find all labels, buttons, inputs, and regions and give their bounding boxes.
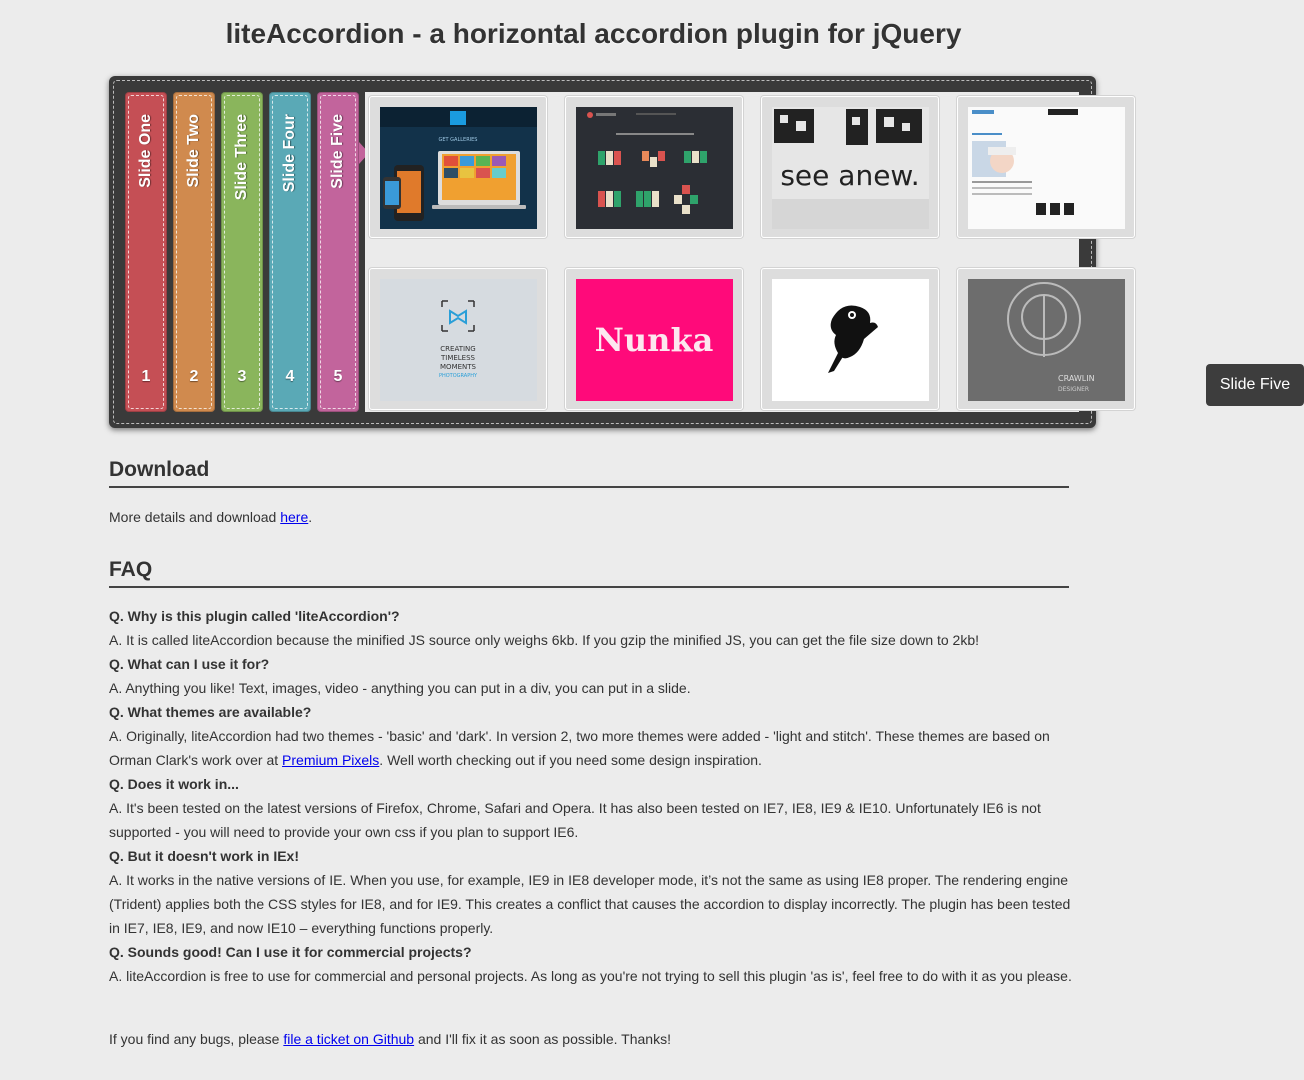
download-text xyxy=(109,505,1074,529)
website-illustration-icon xyxy=(968,107,1125,229)
faq-question: Q. What can I use it for? xyxy=(109,656,270,672)
thumbnail-4[interactable] xyxy=(957,96,1135,238)
slide-tab-number: 1 xyxy=(141,368,151,385)
download-link[interactable]: here xyxy=(280,509,309,525)
slide-tab-number: 2 xyxy=(189,368,199,385)
footer-text-before: If you find any bugs, please xyxy=(109,1031,284,1047)
icon-grid-illustration-icon xyxy=(576,107,733,229)
page-title: liteAccordion - a horizontal accordion plugin for jQuery xyxy=(225,18,962,49)
accordion xyxy=(109,76,1291,428)
slide-caption: Slide Five xyxy=(1206,364,1304,406)
faq-question: Q. Why is this plugin called 'liteAccordion'? xyxy=(109,608,400,624)
thumbnail-image xyxy=(772,279,929,401)
slide-tab-label: Slide One xyxy=(137,114,154,188)
thumbnail-image xyxy=(576,279,733,401)
faq-answer: A. liteAccordion is free to use for commercial and personal projects. As long as you're not trying to sell this plugin 'as is', feel free to do with it as you please. xyxy=(109,968,1072,984)
slide-content-panel xyxy=(365,92,1291,412)
thumbnail-5[interactable] xyxy=(369,268,547,410)
thumbnail-image xyxy=(772,107,929,229)
premium-pixels-link[interactable]: Premium Pixels xyxy=(282,752,380,768)
faq-list xyxy=(109,604,1074,988)
thumb-text: GET GALLERIES xyxy=(438,137,478,143)
thumbnail-image xyxy=(380,279,537,401)
thumb-text: CREATING xyxy=(440,345,476,353)
thumb-text: PHOTOGRAPHY xyxy=(438,373,478,379)
download-heading: Download xyxy=(109,458,1069,488)
faq-answer: A. Anything you like! Text, images, video - anything you can put in a div, you can put in a slide. xyxy=(109,680,691,696)
thumbnail-1[interactable] xyxy=(369,96,547,238)
faq-question: Q. Does it work in... xyxy=(109,776,239,792)
faq-answer xyxy=(109,724,1074,772)
faq-question: Q. Sounds good! Can I use it for commercial projects? xyxy=(109,944,472,960)
thumbnail-image xyxy=(576,107,733,229)
thumbnail-8[interactable] xyxy=(957,268,1135,410)
thumb-text: see anew. xyxy=(780,159,920,192)
nunka-logo-icon xyxy=(576,279,733,401)
slide-tab-one[interactable] xyxy=(125,92,167,412)
faq-answer: A. It is called liteAccordion because the minified JS source only weighs 6kb. If you gzip the minified JS, you can get the file size down to 2kb! xyxy=(109,632,980,648)
footer-text xyxy=(109,1027,1074,1051)
github-ticket-link[interactable]: file a ticket on Github xyxy=(283,1031,415,1047)
faq-question: Q. What themes are available? xyxy=(109,704,312,720)
thumb-text: TIMELESS xyxy=(440,354,476,362)
thumbnail-image xyxy=(968,279,1125,401)
faq-answer: A. It works in the native versions of IE. When you use, for example, IE9 in IE8 developer mode, it’s not the same as using IE8 proper. The rendering engine (Trident) applies both the CSS styles for IE8, and for IE9. This creates a conflict that causes the accordion to display incorrectly. The plugin has been tested in IE7, IE8, IE9, and now IE10 – everything functions properly. xyxy=(109,872,1071,936)
faq-answer-text: A. Originally, liteAccordion had two themes - 'basic' and 'dark'. In version 2, two more themes were added - 'light and stitch'. These themes are based on Orman Clark's work over at xyxy=(109,728,1050,768)
thumbnail-image xyxy=(968,107,1125,229)
faq-question: Q. But it doesn't work in IEx! xyxy=(109,848,300,864)
thumbnail-image xyxy=(380,107,537,229)
footer-text-after: and I'll fix it as soon as possible. Thanks! xyxy=(414,1031,671,1047)
slide-tab-three[interactable] xyxy=(221,92,263,412)
thumbnail-2[interactable] xyxy=(565,96,743,238)
slide-tab-label: Slide Four xyxy=(281,114,298,193)
thumb-text: MOMENTS xyxy=(440,363,476,371)
devices-illustration-icon xyxy=(380,107,537,229)
slide-tab-label: Slide Three xyxy=(233,114,250,201)
designer-logo-icon xyxy=(968,279,1125,401)
see-anew-illustration-icon xyxy=(772,107,929,229)
photography-logo-icon xyxy=(380,279,537,401)
slide-tab-four[interactable] xyxy=(269,92,311,412)
chameleon-logo-icon xyxy=(772,279,929,401)
slide-tab-number: 5 xyxy=(333,368,343,385)
slide-tab-label: Slide Two xyxy=(185,114,202,188)
slide-tab-number: 4 xyxy=(285,368,295,385)
slide-tab-number: 3 xyxy=(237,368,247,385)
faq-answer-text: . Well worth checking out if you need some design inspiration. xyxy=(379,752,762,768)
faq-heading: FAQ xyxy=(109,558,1069,588)
download-text-after: . xyxy=(308,509,313,525)
thumbnail-3[interactable] xyxy=(761,96,939,238)
thumb-text: Nunka xyxy=(594,321,714,359)
faq-answer: A. It's been tested on the latest versions of Firefox, Chrome, Safari and Opera. It has also been tested on IE7, IE8, IE9 & IE10. Unfortunately IE6 is not supported - you will need to provide your own css if you plan to support IE6. xyxy=(109,800,1041,840)
thumb-text: CRAWLIN xyxy=(1058,374,1095,383)
thumbnail-7[interactable] xyxy=(761,268,939,410)
slide-tab-five[interactable] xyxy=(317,92,359,412)
slide-tab-label: Slide Five xyxy=(329,114,346,189)
thumbnail-6[interactable] xyxy=(565,268,743,410)
download-text-before: More details and download xyxy=(109,509,281,525)
slide-tab-two[interactable] xyxy=(173,92,215,412)
thumb-text: DESIGNER xyxy=(1058,386,1090,393)
